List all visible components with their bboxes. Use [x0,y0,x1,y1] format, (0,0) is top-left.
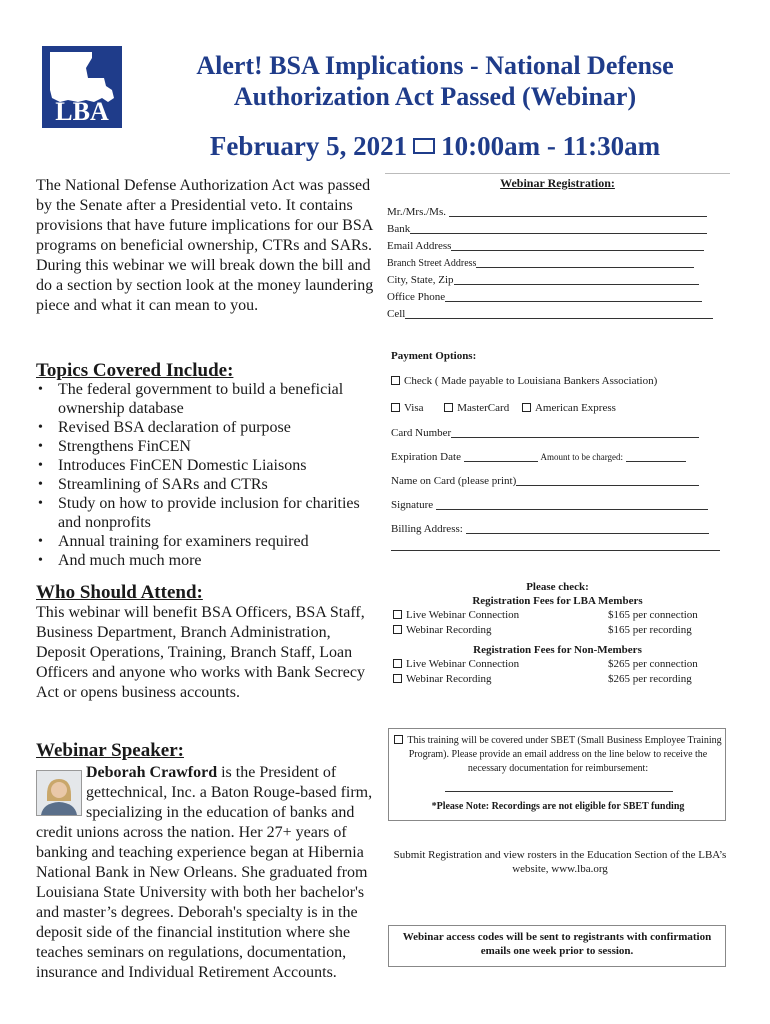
billing-address-field[interactable]: Billing Address: [391,523,709,535]
attend-heading: Who Should Attend: [36,582,203,603]
email-field[interactable]: Email Address [387,240,704,252]
payment-heading: Payment Options: [391,350,477,362]
checkbox-icon [394,735,403,744]
check-option[interactable]: Check ( Made payable to Louisiana Bankers Association) [391,375,657,387]
fee-option[interactable]: Live Webinar Connection $265 per connection [385,657,730,672]
mastercard-option[interactable]: MasterCard [444,402,509,414]
name-on-card-field[interactable]: Name on Card (please print) [391,475,699,487]
card-number-field[interactable]: Card Number [391,427,699,439]
list-item: • Annual training for examiners required [36,532,381,551]
bank-field[interactable]: Bank [387,223,707,235]
amex-option[interactable]: American Express [522,402,616,414]
office-phone-field[interactable]: Office Phone [387,291,702,303]
speaker-name: Deborah Crawford [86,764,218,781]
checkbox-icon [391,376,400,385]
topics-list [36,380,381,570]
divider [385,173,730,174]
checkbox-icon [393,610,402,619]
checkbox-glyph-icon [413,138,435,154]
checkbox-icon [393,625,402,634]
event-time: 10:00am - 11:30am [441,131,661,161]
card-options [391,402,616,414]
fee-option[interactable]: Webinar Recording $265 per recording [385,672,730,687]
members-fees-heading: Registration Fees for LBA Members [472,595,643,607]
cell-field[interactable]: Cell [387,308,713,320]
list-item: • Introduces FinCEN Domestic Liaisons [36,456,381,475]
sbet-note: *Please Note: Recordings are not eligible for SBET funding [431,801,685,812]
sbet-email-line[interactable] [445,791,673,792]
list-item: • And much much more [36,551,381,570]
intro-paragraph: The National Defense Authorization Act was passed by the Senate after a Presidential veto. It contains provisions that have future implications for our BSA programs on beneficial ownership, CTRs and SARs. During this webinar we will break down the bill and do a section by section look at the money laundering piece and what it can mean to you. [36,177,374,314]
branch-address-field[interactable]: Branch Street Address [387,258,694,269]
list-item: • The federal government to build a beneficial ownership database [36,380,381,418]
checkbox-icon [393,674,402,683]
checkbox-icon [522,403,531,412]
access-codes-text: Webinar access codes will be sent to registrants with confirmation emails one week prior to session. [402,931,712,957]
list-item: • Study on how to provide inclusion for charities and nonprofits [36,494,381,532]
registration-heading: Webinar Registration: [500,176,615,190]
speaker-photo [36,770,82,816]
expiration-field[interactable]: Expiration Date Amount to be charged: [391,451,686,463]
list-item: • Strengthens FinCEN [36,437,381,456]
billing-address-line[interactable] [391,550,720,551]
event-date-time [140,131,730,162]
speaker-heading: Webinar Speaker: [36,740,184,761]
sbet-text[interactable]: This training will be covered under SBET (Small Business Employee Training Program). Please provide an email address on the line below to receive the necessary documentation for reimbursement: [392,734,724,776]
checkbox-icon [444,403,453,412]
signature-field[interactable]: Signature [391,499,708,511]
speaker-bio [36,763,381,983]
attend-paragraph: This webinar will benefit BSA Officers, BSA Staff, Business Department, Branch Administration, Deposit Operations, Training, Branch Staff, Loan Officers and anyone who works with Bank Secrecy Act or opens business accounts. [36,604,365,701]
lba-logo [42,46,122,128]
event-date: February 5, 2021 [209,131,408,161]
nonmembers-fees-heading: Registration Fees for Non-Members [473,644,642,656]
fee-option[interactable]: Webinar Recording $165 per recording [385,623,730,638]
checkbox-icon [393,659,402,668]
list-item: • Revised BSA declaration of purpose [36,418,381,437]
speaker-bio-text: is the President of gettechnical, Inc. a Baton Rouge-based firm, specializing in the education of banks and credit unions across the nation. Her 27+ years of banking and teaching experience began at Hibernia National Bank in New Orleans. She graduated from Louisiana State University with both her bachelor's and master’s degrees. Deborah's specialty is in the deposit side of the financial institution where she teaches seminars on regulations, documentation, insurance and Individual Retirement Accounts. [36,764,373,981]
page-title: Alert! BSA Implications - National Defense Authorization Act Passed (Webinar) [196,51,674,111]
visa-option[interactable]: Visa [391,402,424,414]
submit-instructions: Submit Registration and view rosters in the Education Section of the LBA’s website, www.lba.org [393,849,727,875]
topics-heading: Topics Covered Include: [36,360,234,381]
list-item: • Streamlining of SARs and CTRs [36,475,381,494]
name-field[interactable]: Mr./Mrs./Ms. [387,206,707,218]
city-state-zip-field[interactable]: City, State, Zip [387,274,699,286]
fees-section [385,580,730,687]
please-check-label: Please check: [526,581,589,593]
svg-text:LBA: LBA [55,97,109,126]
checkbox-icon [391,403,400,412]
fee-option[interactable]: Live Webinar Connection $165 per connection [385,608,730,623]
person-photo-icon [37,771,81,815]
